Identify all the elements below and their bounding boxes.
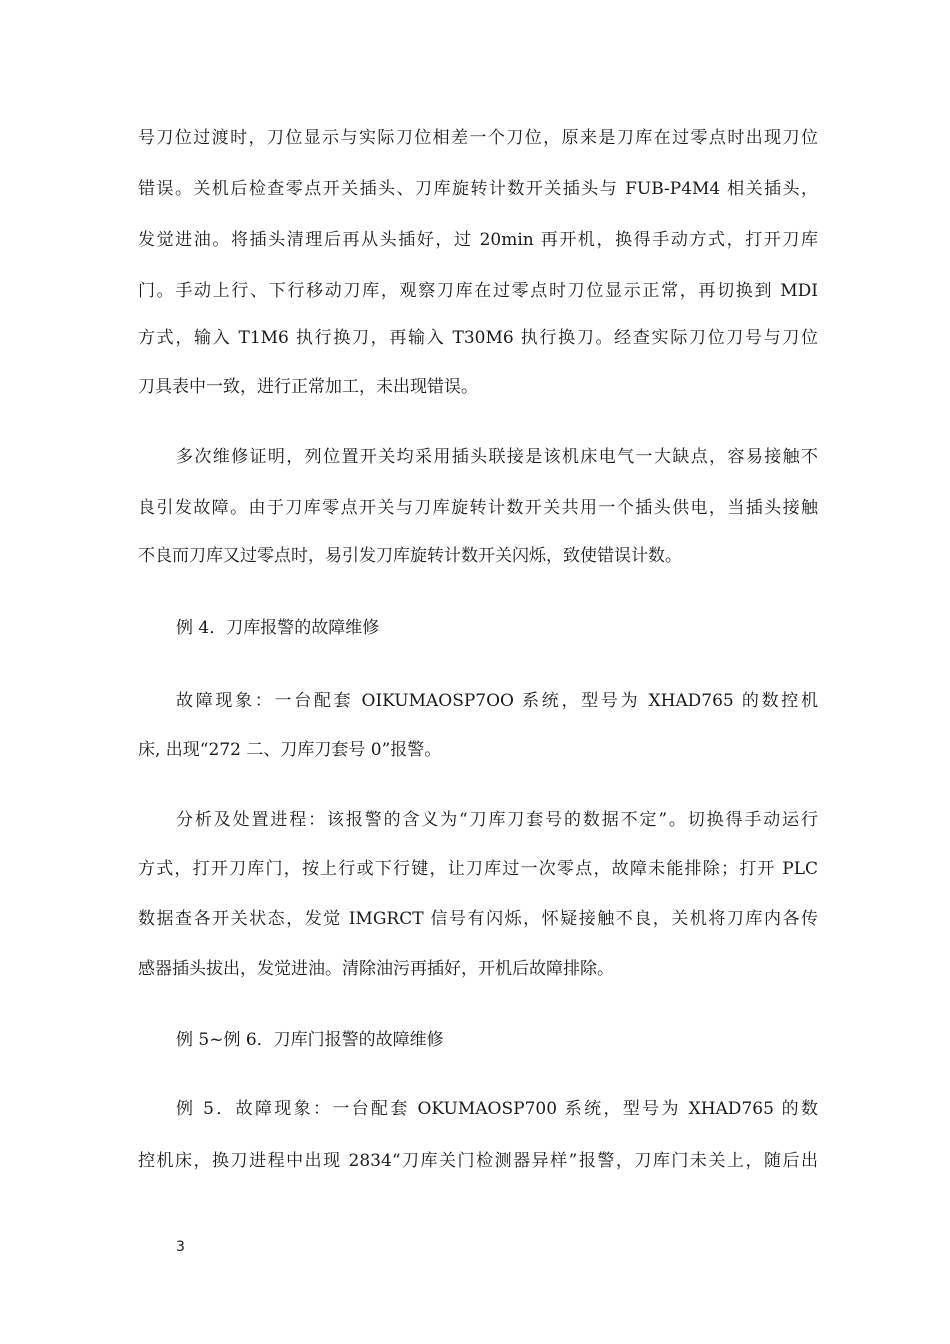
- paragraph-1-line-4: 门。手动上行、下行移动刀库，观察刀库在过零点时刀位显示正常，再切换到 MDI: [138, 281, 818, 301]
- paragraph-5-line-1: 分析及处置进程：该报警的含义为“刀库刀套号的数据不定”。切换得手动运行: [176, 810, 818, 830]
- paragraph-1-line-6: 刀具表中一致，进行正常加工，未出现错误。: [138, 377, 478, 397]
- paragraph-1-line-2: 错误。关机后检查零点开关插头、刀库旋转计数开关插头与 FUB-P4M4 相关插头，: [138, 179, 818, 199]
- example-5-6-heading: 例 5~例 6．刀库门报警的故障维修: [176, 1030, 444, 1050]
- paragraph-7-line-2: 控机床，换刀进程中出现 2834“刀库关门检测器异样”报警，刀库门未关上，随后出: [138, 1151, 818, 1171]
- paragraph-7-line-1: 例 5．故障现象：一台配套 OKUMAOSP700 系统，型号为 XHAD765 的数: [176, 1099, 818, 1119]
- paragraph-5-line-4: 感器插头拔出，发觉进油。清除油污再插好，开机后故障排除。: [138, 959, 614, 979]
- page-number: 3: [176, 1239, 185, 1255]
- example-4-heading: 例 4．刀库报警的故障维修: [176, 618, 380, 638]
- paragraph-1-line-1: 号刀位过渡时，刀位显示与实际刀位相差一个刀位，原来是刀库在过零点时出现刀位: [138, 128, 818, 148]
- paragraph-2-line-1: 多次维修证明，列位置开关均采用插头联接是该机床电气一大缺点，容易接触不: [176, 447, 818, 467]
- paragraph-4-line-1: 故障现象：一台配套 OIKUMAOSP7OO 系统，型号为 XHAD765 的数控机: [176, 691, 818, 711]
- paragraph-1-line-3: 发觉进油。将插头清理后再从头插好，过 20min 再开机，换得手动方式，打开刀库: [138, 230, 818, 250]
- paragraph-5-line-3: 数据查各开关状态，发觉 IMGRCT 信号有闪烁，怀疑接触不良，关机将刀库内各传: [138, 909, 818, 929]
- paragraph-1-line-5: 方式，输入 T1M6 执行换刀，再输入 T30M6 执行换刀。经查实际刀位刀号与刀位: [138, 328, 818, 348]
- paragraph-5-line-2: 方式，打开刀库门，按上行或下行键，让刀库过一次零点，故障未能排除；打开 PLC: [138, 859, 818, 879]
- paragraph-4-line-2: 床, 出现“272 二、刀库刀套号 0”报警。: [138, 740, 442, 760]
- paragraph-2-line-2: 良引发故障。由于刀库零点开关与刀库旋转计数开关共用一个插头供电，当插头接触: [138, 498, 818, 518]
- paragraph-2-line-3: 不良而刀库又过零点时，易引发刀库旋转计数开关闪烁，致使错误计数。: [138, 546, 682, 566]
